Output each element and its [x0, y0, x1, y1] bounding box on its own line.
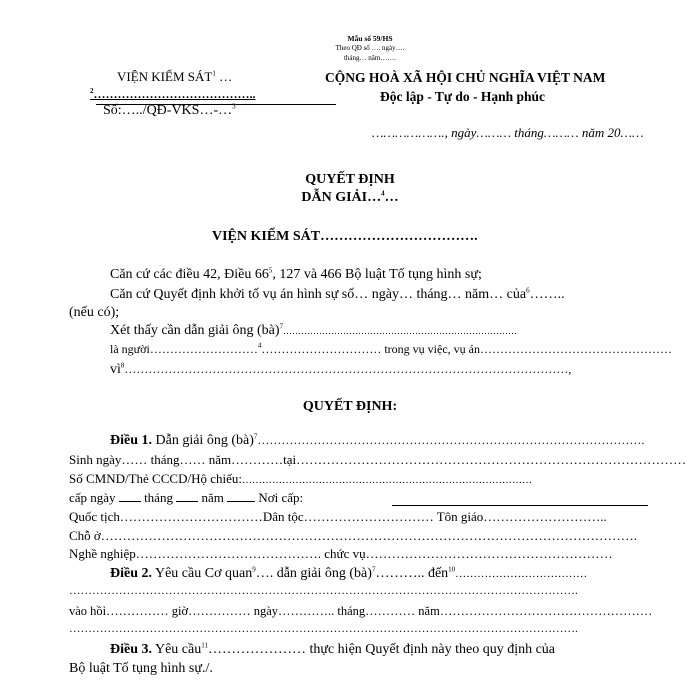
preamble-4: là người………………………$^4$………………………… trong vụ việc, vụ án…………………………………………: [110, 341, 672, 356]
national-motto: Độc lập - Tự do - Hạnh phúc: [380, 89, 546, 104]
preamble-5: $vì^8\dots\dots\dots\dots\dots\dots\dots\dots\dots\dots\dots\dots\dots\dots\dots\dots\dots\dots\dots\dots\dots\dots\dots\dots\dots\dots\dots\dots\dots\dots\dots\dots\dots\dots\dots\dots\dots$,: [110, 361, 572, 377]
article-1: Điều 1. Dẫn giải ông (bà)$^7$…………………………………………………………………………………….: [110, 432, 645, 448]
residence-line: Chỗ ở…………………………………………………………………………………………………………….: [69, 528, 638, 543]
preamble-2-cont: (nếu có);: [69, 305, 120, 320]
sub-agency-line: $^2$…………………………………..: [90, 87, 256, 101]
decision-heading: QUYẾT ĐỊNH:: [302, 399, 398, 414]
decision-number: Số:…../QĐ-VKS…-…$^3$: [103, 102, 236, 118]
issue-place-line: [392, 505, 648, 506]
issue-line: cấp ngày tháng năm Nơi cấp:: [69, 490, 304, 505]
place-date: ………………., ngày……… tháng……… năm 20……: [372, 125, 644, 140]
doc-title: QUYẾT ĐỊNH: [305, 172, 395, 187]
form-code-line2: Theo QĐ số …. ngày….: [335, 44, 405, 52]
preamble-2: Căn cứ Quyết định khởi tố vụ án hình sự số… ngày… tháng… năm… của$^6$……..: [110, 286, 565, 302]
doc-subtitle: DẪN GIẢI…$^4$…: [301, 189, 399, 205]
occupation-line: Nghề nghiệp……………………………………. chức vụ…………………………………………………: [69, 546, 613, 561]
article-2-line2: …………………………………………………………………………………………………………………….: [69, 585, 578, 597]
form-code-line3: tháng… năm…….: [343, 54, 397, 62]
article-3-line2: Bộ luật Tố tụng hình sự./.: [69, 661, 213, 676]
nationality-line: Quốc tịch……………………………Dân tộc………………………… Tôn giáo………………………..: [69, 509, 607, 524]
preamble-3: Xét thấy cần dẫn giải ông (bà)$^7$……………………………………………………………………: [110, 322, 517, 338]
form-code-line1: Mẫu số 59/HS: [347, 34, 393, 43]
article-2-line3: vào hồi…………… giờ…………… ngày………….. tháng………… năm……………………………………………: [69, 604, 653, 618]
id-line: Số CMND/Thẻ CCCD/Hộ chiếu:……………………………………………………………………………: [69, 471, 532, 486]
preamble-1: Căn cứ các điều 42, Điều $66^5$, 127 và 466 Bộ luật Tố tụng hình sự;: [110, 266, 482, 282]
country-name: CỘNG HOÀ XÃ HỘI CHỦ NGHĨA VIỆT NAM: [325, 70, 606, 85]
dob-line: Sinh ngày…… tháng…… năm…………tại………………………………………………………………………………: [69, 452, 687, 467]
agency-name: VIỆN KIỂM SÁT$^1$ …: [117, 69, 233, 84]
article-2-line4: …………………………………………………………………………………………………………………….: [69, 623, 578, 635]
article-3: Điều 3. Yêu cầu$^{11}$………………… thực hiện Quyết định này theo quy định của: [110, 641, 556, 657]
issuer-line: VIỆN KIỂM SÁT…………………………….: [212, 229, 478, 244]
article-2: Điều 2. Yêu cầu Cơ quan$^9$…. dẫn giải ông (bà)$^7$……….. đến$^{10}$………………………………: [110, 565, 588, 581]
